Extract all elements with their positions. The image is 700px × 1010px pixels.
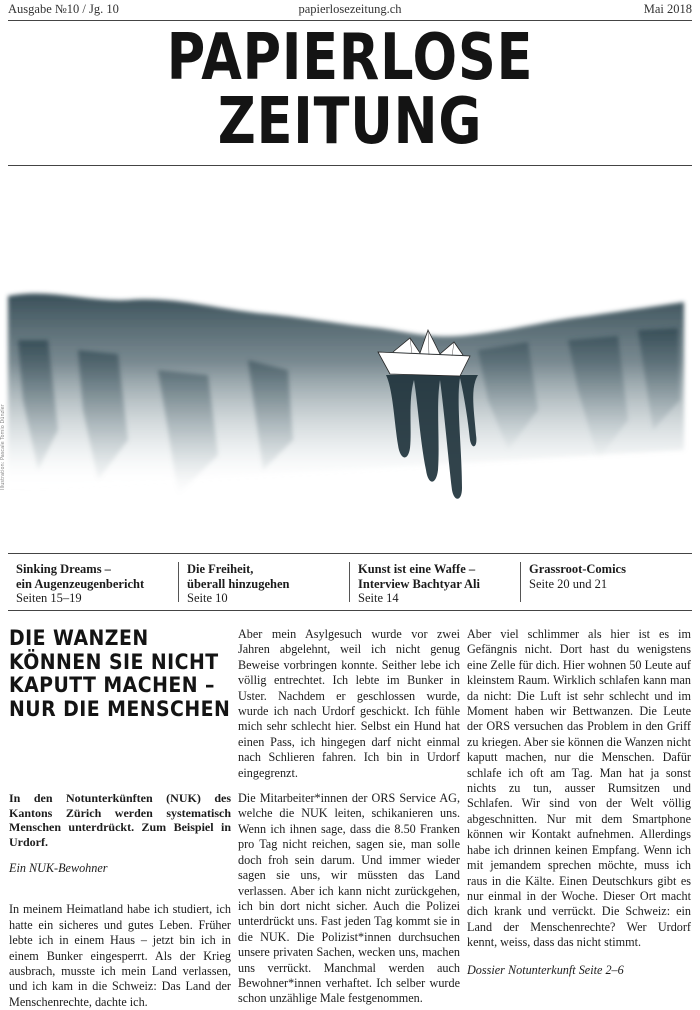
masthead-line-2: ZEITUNG xyxy=(217,85,483,159)
issue-header-bar xyxy=(8,0,692,18)
teaser-divider-top xyxy=(8,553,692,554)
article-paragraph: In meinem Heimatland habe ich studiert, ich hatte ein sicheres und gutes Leben. Früher lebte ich in einem Haus – jetzt bin ich in einem Bunker eingesperrt. Als der Krieg ausbrach, musste ich mein Land verlassen, und ich kam in die Schweiz: Das Land der Menschenrechte, dachte ich. xyxy=(9,902,231,1009)
issue-date: Mai 2018 xyxy=(643,2,692,16)
masthead-line-1: PAPIERLOSE xyxy=(166,21,534,95)
teaser-kunst-waffe[interactable]: Kunst ist eine Waffe – Interview Bachtyar Ali Seite 14 xyxy=(349,562,519,602)
article-column-1 xyxy=(9,627,231,1010)
article-column-3 xyxy=(467,627,691,978)
article-lead: In den Notunterkünften (NUK) des Kantons Zürich werden systematisch Menschen unterdrückt. Zum Beispiel in Urdorf. xyxy=(9,791,231,849)
article-paragraph: Aber mein Asylgesuch wurde vor zwei Jahren abgelehnt, weil ich nicht genug Beweise vorbringen konnte. Seither lebe ich völlig entrechtet. Ich lebte im Bunker in Uster. Nachdem er geschlossen wurde, wurde ich nach Urdorf geschickt. Ich fühle mich sehr schlecht hier. Selbst ein Hund hat einen Pass, ich hingegen darf nicht einmal nach Schlieren fahren. Ich bin in Urdorf eingegrenzt. xyxy=(238,627,460,780)
website-link[interactable]: papierlosezeitung.ch xyxy=(298,2,402,16)
article-byline: Ein NUK-Bewohner xyxy=(9,861,108,875)
article-paragraph: Aber viel schlimmer als hier ist es im Gefängnis nicht. Dort hast du wenigstens eine Zelle für dich. Hier wohnen 50 Leute auf kleinstem Raum. Wirklich schlafen kann man da nicht: Die Luft ist sehr schlecht und im Moment haben wir Bettwanzen. Die Leute der ORS versuchen das Problem in den Griff zu kriegen. Aber sie können die Wanzen nicht kaputt machen, nur die Menschen. Dafür schlafe ich oft am Tag. Man hat ja sonst nichts zu tun, ausser Rumsitzen und Schlafen. Wir sind von der Welt völlig abgeschnitten. Nur mit dem Smartphone können wir Kontakt aufnehmen. Allerdings habe ich drinnen keinen Empfang. Wenn ich mit jemandem sprechen möchte, muss ich raus in die Kälte. Einen Deutschkurs gibt es nur einmal in der Woche. Dieser Ort macht dich krank und verrückt. Die Schweiz: ein Land der Menschenrechte? Wer Urdorf kennt, weiss, dass das nicht stimmt. xyxy=(467,627,691,950)
dossier-reference[interactable]: Dossier Notunterkunft Seite 2–6 xyxy=(467,962,624,977)
article-column-2 xyxy=(238,627,460,1007)
teaser-sinking-dreams[interactable]: Sinking Dreams – ein Augenzeugenbericht Seiten 15–19 xyxy=(16,562,145,605)
teaser-freiheit[interactable]: Die Freiheit, überall hinzugehen Seite 10 xyxy=(178,562,348,602)
teaser-grassroot-comics[interactable]: Grassroot-Comics Seite 20 und 21 xyxy=(520,562,684,602)
article-paragraph: Die Mitarbeiter*innen der ORS Service AG, welche die NUK leiten, schikanieren uns. Wenn ich ihnen sage, dass die 8.50 Franken pro Tag nicht reichen, sagen sie, man solle doch froh sein darum. Und immer wieder sagen sie uns, wir müssten das Land verlassen. Aber ich kann nicht zurückgehen, ich bin dort nicht sicher. Auch die Polizei unterdrückt uns. Fast jeden Tag kommt sie in die NUK. Die Polizist*innen durchsuchen unsere privaten Sachen, wecken uns, machen uns verrückt. Manchmal werden auch Bewohner*innen verhaftet. Ich selber wurde schon unzählige Male festgenommen. xyxy=(238,791,460,1006)
cover-illustration xyxy=(8,280,684,550)
issue-number: Ausgabe №10 / Jg. 10 xyxy=(8,2,119,16)
illustration-credit: Illustration: Pascale Tomio Dünzler xyxy=(0,404,6,490)
masthead-divider xyxy=(8,165,692,166)
masthead xyxy=(0,21,700,159)
teaser-bar xyxy=(8,562,684,605)
article-headline: DIE WANZEN KÖNNEN SIE NICHT KAPUTT MACHEN – NUR DIE MENSCHEN xyxy=(9,626,231,721)
teaser-divider-bottom xyxy=(8,610,692,611)
